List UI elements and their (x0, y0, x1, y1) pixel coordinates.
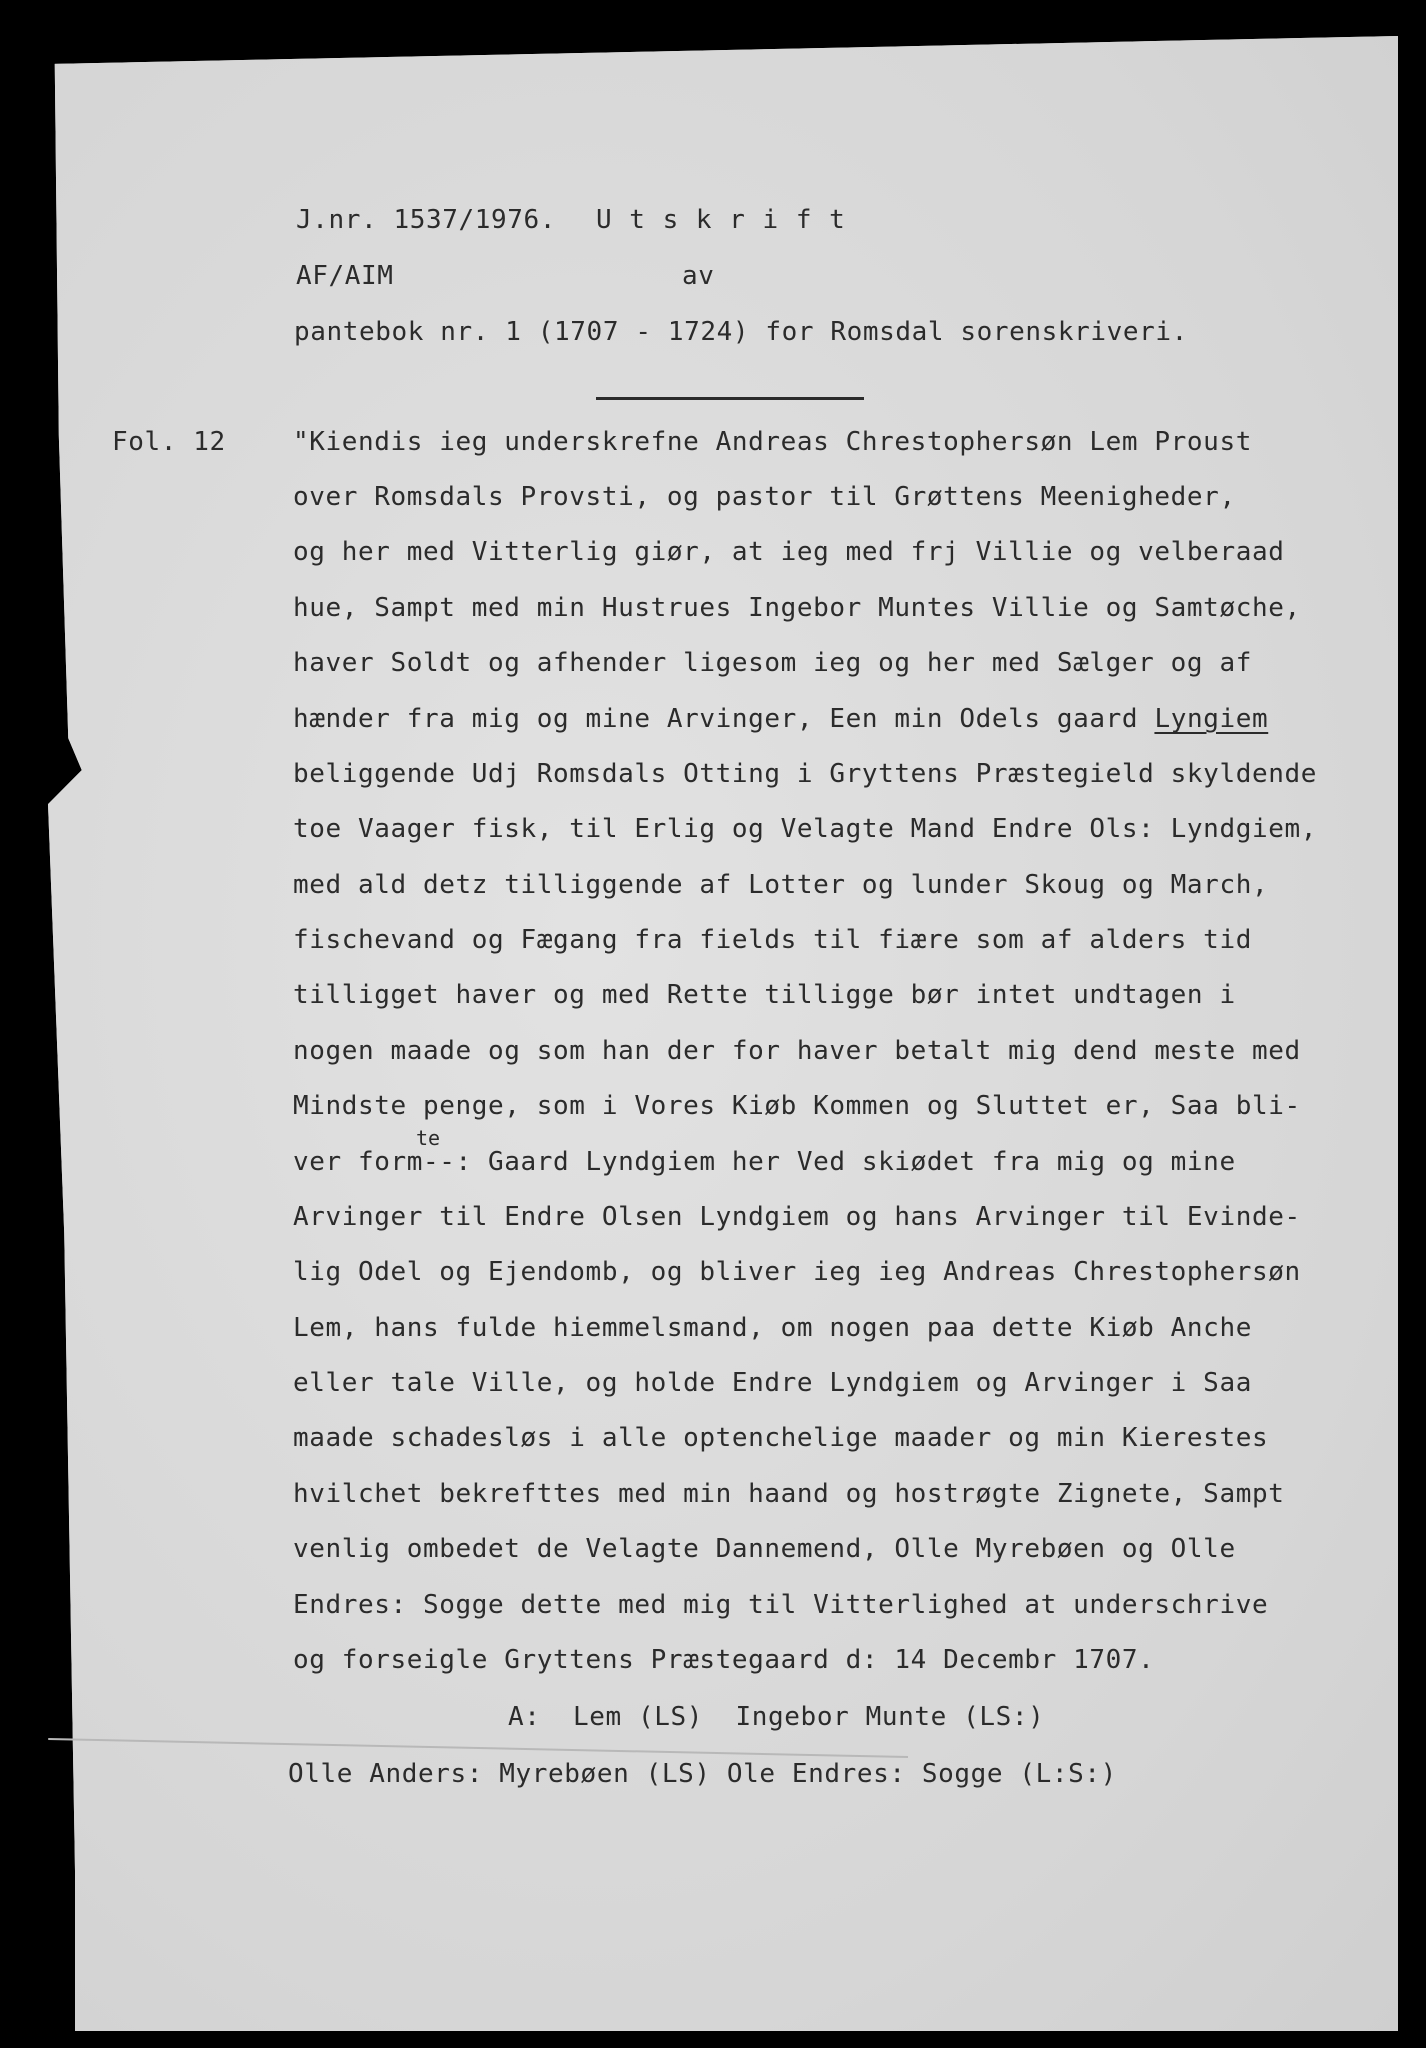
superscript-te: te (416, 1126, 441, 1150)
body-line: hvilchet bekrefttes med min haand og hostrøgte Zignete, Sampt (293, 1479, 1285, 1509)
body-line: haver Soldt og afhender ligesom ieg og her med Sælger og af (293, 648, 1252, 678)
body-line (293, 703, 1268, 735)
underlined-farm-name: Lyngiem (1154, 704, 1269, 734)
body-line: og her med Vitterlig giør, at ieg med frj Villie og velberaad (293, 537, 1285, 567)
body-line: hue, Sampt med min Hustrues Ingebor Muntes Villie og Samtøche, (293, 593, 1301, 623)
body-line: over Romsdals Provsti, og pastor til Grøttens Meenigheder, (293, 482, 1236, 512)
body-line: tilligget haver og med Rette tilligge bør intet undtagen i (293, 980, 1236, 1010)
body-line: toe Vaager fisk, til Erlig og Velagte Mand Endre Ols: Lyndgiem, (293, 814, 1317, 844)
body-line: fischevand og Fægang fra fields til fiære som af alders tid (293, 925, 1252, 955)
body-line: med ald detz tilliggende af Lotter og lunder Skoug og March, (293, 870, 1269, 900)
initials: AF/AIM (296, 261, 394, 291)
title-divider (596, 397, 864, 400)
body-line: maade schadesløs i alle optenchelige maader og min Kierestes (293, 1423, 1269, 1453)
body-line: eller tale Ville, og holde Endre Lyndgiem og Arvinger i Saa (293, 1368, 1252, 1398)
body-line: nogen maade og som han der for haver betalt mig dend meste med (293, 1036, 1301, 1066)
body-line: Lem, hans fulde hiemmelsmand, om nogen paa dette Kiøb Anche (293, 1313, 1252, 1343)
signature-line-2: Olle Anders: Myrebøen (LS) Ole Endres: Sogge (L:S:) (288, 1759, 1117, 1789)
journal-number: J.nr. 1537/1976. (296, 205, 557, 235)
body-line-text: hænder fra mig og mine Arvinger, Een min Odels gaard (293, 704, 1155, 734)
title-av: av (682, 261, 715, 291)
body-line: Arvinger til Endre Olsen Lyndgiem og hans Arvinger til Evinde- (293, 1202, 1301, 1232)
body-line: Endres: Sogge dette med mig til Vitterlighed at underschrive (293, 1590, 1269, 1620)
body-line: venlig ombedet de Velagte Dannemend, Olle Myrebøen og Olle (293, 1534, 1236, 1564)
folio-reference: Fol. 12 (112, 427, 226, 457)
body-line: "Kiendis ieg underskrefne Andreas Chrestophersøn Lem Proust (293, 427, 1252, 457)
signature-line-1: A: Lem (LS) Ingebor Munte (LS:) (508, 1702, 1045, 1732)
body-line: Mindste penge, som i Vores Kiøb Kommen og Sluttet er, Saa bli- (293, 1091, 1301, 1121)
body-line: lig Odel og Ejendomb, og bliver ieg ieg Andreas Chrestophersøn (293, 1257, 1301, 1287)
body-line: beliggende Udj Romsdals Otting i Gryttens Præstegield skyldende (293, 759, 1317, 789)
body-line: og forseigle Gryttens Præstegaard d: 14 Decembr 1707. (293, 1645, 1155, 1675)
body-line: ver form--: Gaard Lyndgiem her Ved skiødet fra mig og mine (293, 1147, 1236, 1177)
document-title: U t s k r i f t (596, 205, 846, 235)
document-subtitle: pantebok nr. 1 (1707 - 1724) for Romsdal sorenskriveri. (294, 317, 1188, 347)
